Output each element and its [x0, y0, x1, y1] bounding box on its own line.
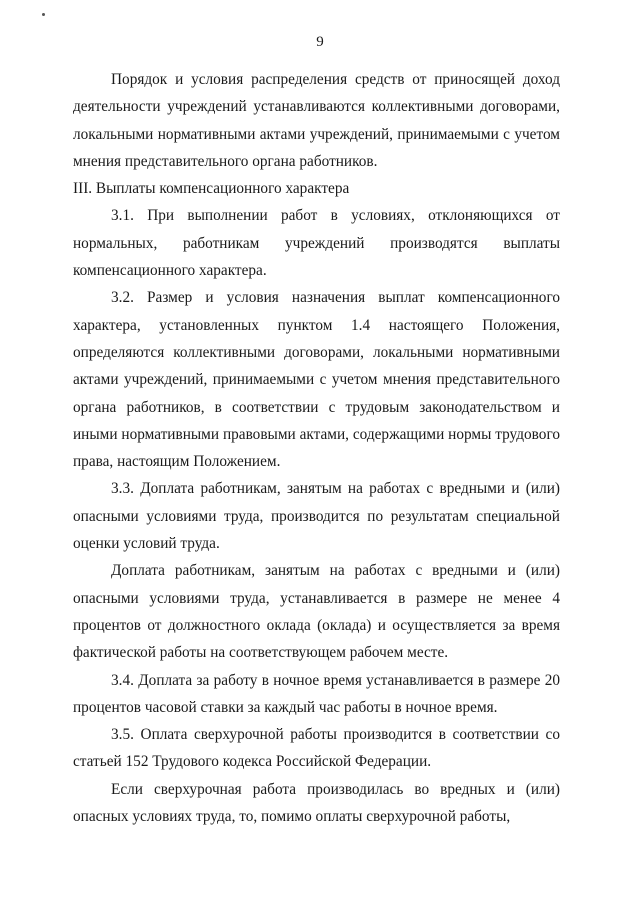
section-heading: III. Выплаты компенсационного характера [73, 180, 350, 198]
paragraph-3-5: 3.5. Оплата сверхурочной работы производится в соответствии со статьей 152 Трудового кодекса Российской Федерации. [73, 726, 560, 771]
paragraph-3-5-cont: Если сверхурочная работа производилась во вредных и (или) опасных условиях труда, то, помимо оплаты сверхурочной работы, [73, 780, 560, 826]
scan-artifact [42, 13, 45, 16]
document-body [73, 66, 560, 830]
paragraph-3-1: 3.1. При выполнении работ в условиях, отклоняющихся от нормальных, работникам учреждений производятся выплаты компенсационного характера. [73, 207, 560, 280]
page-number: 9 [316, 34, 324, 50]
paragraph-3-2: 3.2. Размер и условия назначения выплат компенсационного характера, установленных пунктом 1.4 настоящего Положения, определяются коллективными договорами, локальными нормативными актами учреждений, принимаемыми с учетом мнения представительного органа работников, в соответствии с трудовым законодательством и иными нормативными правовыми актами, содержащими нормы трудового права, настоящим Положением. [73, 289, 560, 471]
paragraph-3-4: 3.4. Доплата за работу в ночное время устанавливается в размере 20 процентов часовой ставки за каждый час работы в ночное время. [73, 671, 560, 716]
paragraph-3-3: 3.3. Доплата работникам, занятым на работах с вредными и (или) опасными условиями труда, производится по результатам специальной оценки условий труда. [73, 480, 560, 553]
paragraph-3-3-cont: Доплата работникам, занятым на работах с вредными и (или) опасными условиями труда, устанавливается в размере не менее 4 процентов от должностного оклада (оклада) и осуществляется за время фактической работы на соответствующем рабочем месте. [73, 562, 560, 662]
paragraph-intro: Порядок и условия распределения средств от приносящей доход деятельности учреждений устанавливаются коллективными договорами, локальными нормативными актами учреждений, принимаемыми с учетом мнения представительного органа работников. [73, 71, 560, 170]
